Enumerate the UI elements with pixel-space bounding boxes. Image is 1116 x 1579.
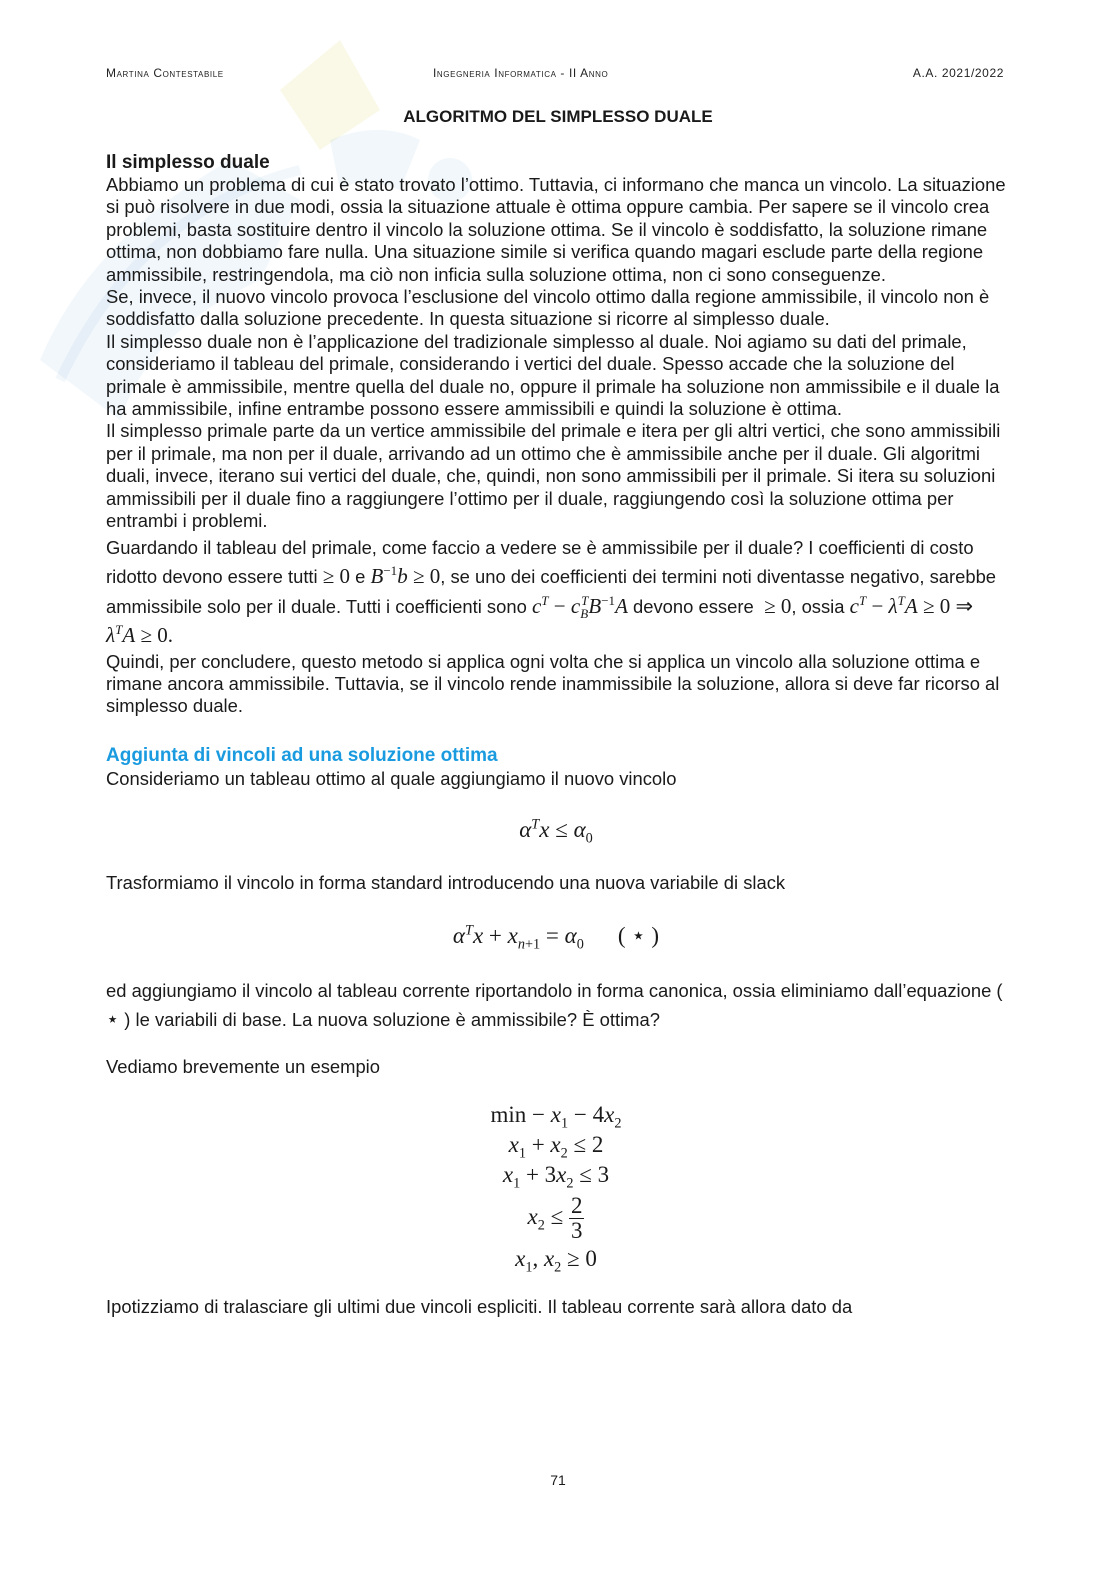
- paragraph-5-c: , se uno dei coefficienti dei termini noti diventasse negativo, sarebbe ammissibile solo per il duale. Tutti i coefficienti sono: [106, 566, 997, 617]
- paragraph-4: Il simplesso primale parte da un vertice ammissibile del primale e itera per gli altri vertici, che sono ammissibili per il primale, ma non per il duale, arrivando ad un ottimo che è ammissibile anche per il duale. Gli algoritmi duali, invece, iterano sui vertici del duale, che, quindi, non sono ammissibili per il primale. Si itera su soluzioni ammissibili per il duale fino a raggiungere l’ottimo per il duale, raggiungendo così la soluzione ottima per entrambi i problemi.: [106, 420, 1001, 532]
- page-title: [0, 107, 1116, 127]
- math-inline: ≥ 0: [758, 593, 792, 618]
- constraint-row-2: $x_1 + 3x_2 \le 3$: [502, 1161, 610, 1192]
- paragraph-6: Quindi, per concludere, questo metodo si applica ogni volta che si applica un vincolo alla soluzione ottima e rimane ancora ammissibile. Tuttavia, se il vincolo rende inammissibile la soluzione, allora si deve far ricorso al simplesso duale.: [106, 650, 1000, 717]
- paragraph-5-a: Guardando il tableau del primale, come faccio a vedere se è ammissibile per il duale? I coefficienti di costo ridotto devono essere tutti: [106, 536, 974, 587]
- section-heading-aggiunta-vincoli: Aggiunta di vincoli ad una soluzione ottima: [106, 744, 498, 766]
- constraint-row-1: $x_1 + x_2 \le 2$: [508, 1131, 604, 1162]
- objective-row: $\min - x_1 - 4x_2$: [490, 1101, 622, 1132]
- paragraph-8: Trasformiamo il vincolo in forma standard introducendo una nuova variabile di slack: [106, 872, 786, 894]
- paragraph-1: Abbiamo un problema di cui è stato trovato l’ottimo. Tuttavia, ci informano che manca un vincolo. La situazione si può risolvere in due modi, ossia la situazione attuale è ottima oppure cambia. Per sapere se il vincolo crea problemi, basta sostituire dentro il vincolo la soluzione ottima. Se il vincolo è soddisfatto, la soluzione rimane ottima, non dobbiamo fare nulla. Una situazione simile si verifica quando magari esclude parte della regione ammissibile, restringendola, ma ciò non inficia sulla soluzione ottima, non ci sono conseguenze.: [106, 174, 1006, 285]
- equation-new-constraint: $\alpha^Tx \le \alpha_0$: [519, 816, 593, 847]
- paragraph-5-d: devono essere: [633, 595, 754, 617]
- paragraph-5-b: e: [355, 566, 366, 587]
- paragraph-7: Consideriamo un tableau ottimo al quale aggiungiamo il nuovo vincolo: [106, 767, 677, 789]
- page-header: [106, 66, 1004, 82]
- equation-example-problem: [106, 1100, 1006, 1274]
- paragraph-3: Il simplesso duale non è l’applicazione del tradizionale simplesso al duale. Noi agiamo su dati del primale, consideriamo il tableau del primale, considerando i vertici del duale. Spesso accade che la soluzione del primale è ammissibile, mentre quella del duale no, oppure il primale ha soluzione non ammissibile e il duale la ha ammissibile, infine entrambe possono essere ammissibili e quindi la soluzione è ottima.: [106, 330, 1000, 420]
- constraint-row-4: $x_1$, $x_2 \ge 0$: [515, 1245, 597, 1276]
- math-inline: ≥ 0: [322, 564, 351, 588]
- header-year: A.A. 2021/2022: [912, 66, 1004, 80]
- constraint-row-3: $x_2$ ≤ $\frac{2}{3}$: [527, 1193, 583, 1244]
- math-inline: $c^T - c_B^TB^{-1}A$: [531, 592, 628, 621]
- math-inline: $B^{-1}b \ge 0$: [370, 563, 441, 588]
- math-inline: $c^T - \lambda^TA \ge 0$ ⇒ $\lambda^TA \ge 0$.: [106, 592, 974, 647]
- header-course: Ingegneria Informatica - II Anno: [433, 66, 609, 80]
- paragraph-9: [106, 977, 1006, 1034]
- paragraph-9-a: ed aggiungiamo il vincolo al tableau corrente riportandolo in forma canonica, ossia eliminiamo dall’equazione (: [106, 979, 1003, 1001]
- paragraph-9-b: ) le variabili di base. La nuova soluzione è ammissibile? È ottima?: [124, 1008, 660, 1030]
- paragraph-5-e: , ossia: [791, 595, 845, 617]
- main-content: [106, 151, 1006, 1318]
- paragraph-5: [106, 533, 1006, 651]
- page-title-text: ALGORITMO DEL SIMPLESSO DUALE: [403, 107, 713, 126]
- equation-standard-form: $\alpha^Tx + x_{n+1} = \alpha_0$ ( ⋆ ): [452, 921, 660, 953]
- star-symbol: ⋆: [106, 1006, 120, 1031]
- paragraph-11: Ipotizziamo di tralasciare gli ultimi due vincoli espliciti. Il tableau corrente sarà allora dato da: [106, 1295, 853, 1317]
- paragraph-2: Se, invece, il nuovo vincolo provoca l’esclusione del vincolo ottimo dalla regione ammissibile, il vincolo non è soddisfatto dalla soluzione precedente. In questa situazione si ricorre al simplesso duale.: [106, 286, 990, 330]
- paragraph-10: Vediamo brevemente un esempio: [106, 1055, 380, 1077]
- header-author: Martina Contestabile: [106, 66, 224, 80]
- section-heading-simplesso-duale: Il simplesso duale: [106, 152, 270, 173]
- page-number: 71: [550, 1472, 566, 1488]
